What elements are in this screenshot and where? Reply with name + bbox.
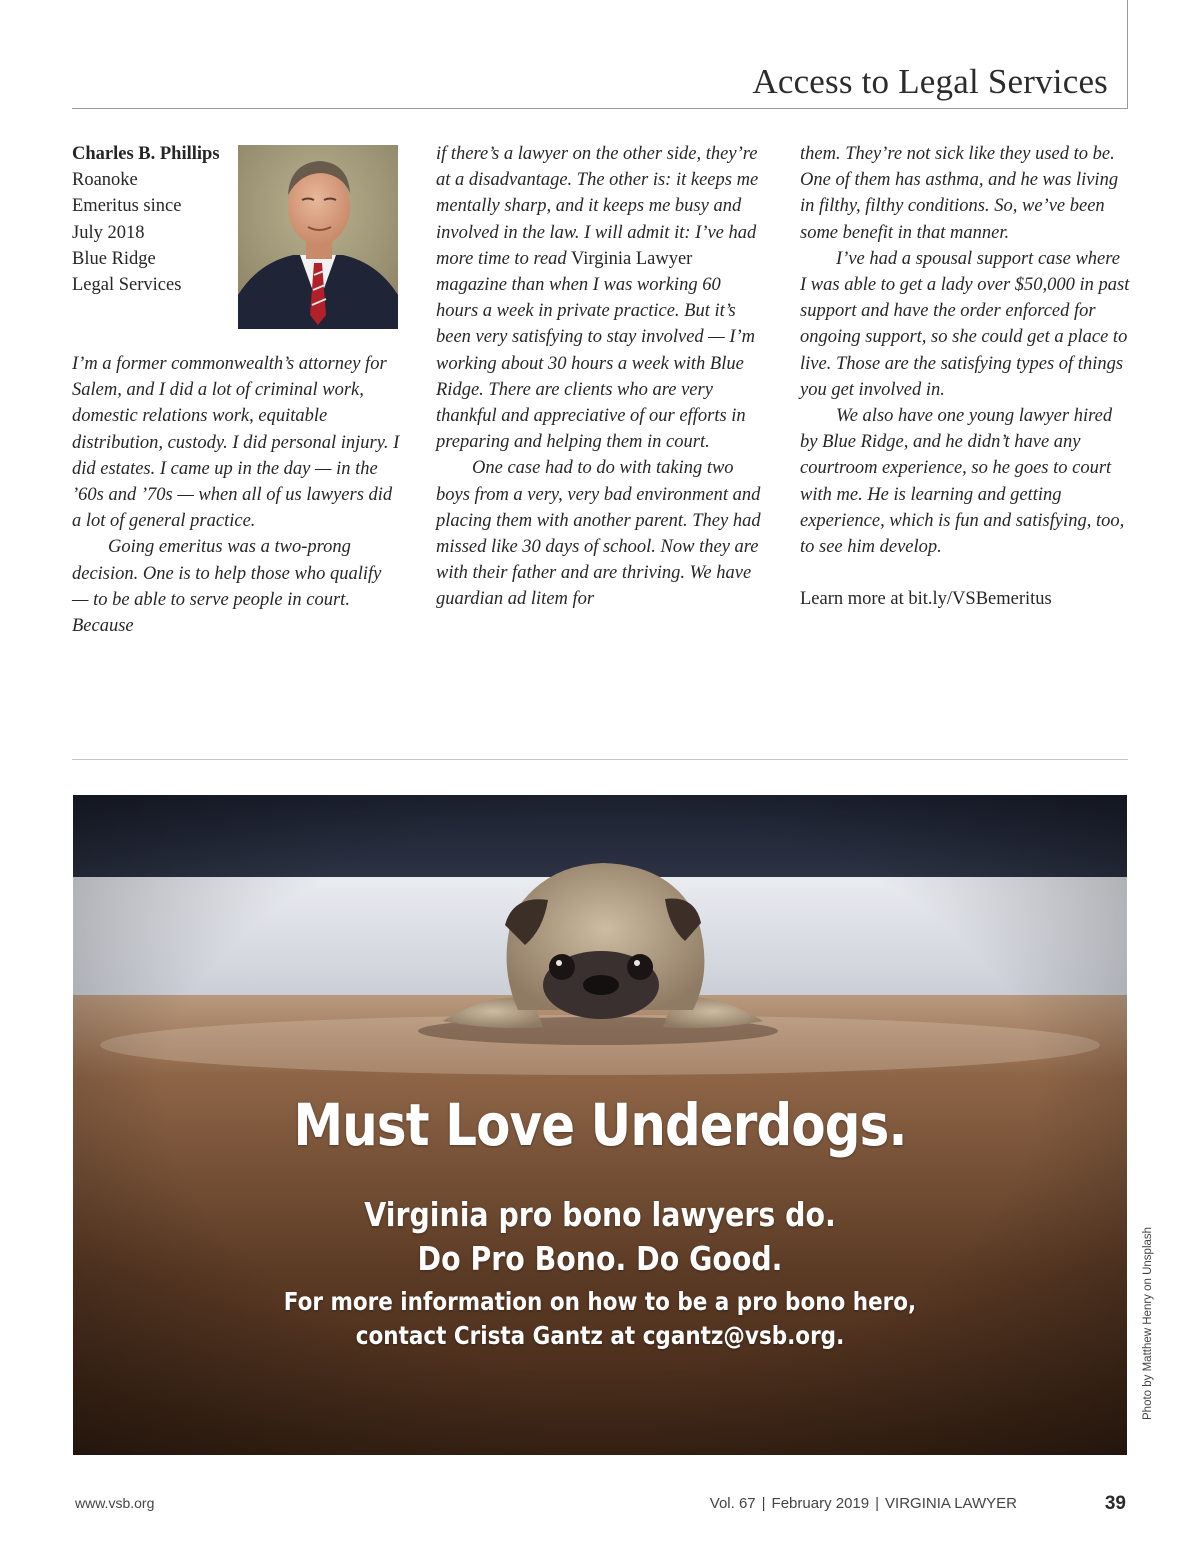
- ad-tagline-line-2: Do Pro Bono. Do Good.: [417, 1239, 783, 1278]
- profile-org-line-1: Blue Ridge: [72, 248, 156, 269]
- article-paragraph-7: We also have one young lawyer hired by Blue Ridge, and he didn’t have any courtroom experience, so he goes to court with me. He is learning and getting experience, which is fun and satisfying, too, to see him develop.: [800, 406, 1125, 558]
- article-paragraph-3: [436, 141, 766, 455]
- learn-more-link[interactable]: Learn more at bit.ly/VSBemeritus: [800, 589, 1052, 610]
- ad-contact: [147, 1285, 1053, 1353]
- header-vertical-rule: [1127, 0, 1128, 108]
- article-paragraph-4: One case had to do with taking two boys from a very, very bad environment and placing them with another parent. They had missed like 30 days of school. Now they are with their father and are thriving. We have guardian ad litem for: [436, 458, 761, 610]
- article-paragraph-1: I’m a former commonwealth’s attorney for Salem, and I did a lot of criminal work, domestic relations work, equitable distribution, custody. I did personal injury. I did estates. I came up in the day — in the ’60s and ’70s — when all of us lawyers did a lot of general practice.: [72, 354, 400, 532]
- article-column-3: [800, 141, 1130, 612]
- profile-name: Charles B. Phillips: [72, 144, 220, 164]
- footer-volume: Vol. 67: [709, 1495, 756, 1512]
- ad-contact-email-line[interactable]: contact Crista Gantz at cgantz@vsb.org.: [355, 1321, 845, 1350]
- portrait-photo: [238, 145, 398, 329]
- profile-org-line-2: Legal Services: [72, 275, 182, 296]
- profile-location: Roanoke: [72, 170, 138, 191]
- header-rule: [72, 108, 1128, 109]
- article-paragraph-6: I’ve had a spousal support case where I was able to get a lady over $50,000 in past support and have the order enforced for ongoing support, so she could get a place to live. Those are the satisfying types of things you get involved in.: [800, 248, 1130, 400]
- profile-status-line-2: July 2018: [72, 222, 145, 243]
- ad-contact-line-1: For more information on how to be a pro bono hero,: [283, 1287, 917, 1316]
- section-title: Access to Legal Services: [752, 62, 1108, 101]
- page-number: 39: [1104, 1493, 1126, 1514]
- footer-separator: |: [761, 1495, 766, 1512]
- pro-bono-advertisement: [73, 795, 1127, 1455]
- footer-separator: |: [875, 1495, 880, 1512]
- ad-tagline: [147, 1193, 1053, 1281]
- ad-tagline-line-1: Virginia pro bono lawyers do.: [364, 1195, 836, 1234]
- article-paragraph-5: them. They’re not sick like they used to be. One of them has asthma, and he was living in filthy, filthy conditions. So, we’ve been some benefit in that manner.: [800, 144, 1119, 243]
- ad-headline: Must Love Underdogs.: [293, 1091, 907, 1159]
- footer-date: February 2019: [771, 1495, 870, 1512]
- article-column-1: [72, 141, 402, 639]
- magazine-title: Virginia Lawyer: [570, 248, 693, 269]
- article-paragraph-2: Going emeritus was a two-prong decision. One is to help those who qualify — to be able to serve people in court. Because: [72, 537, 382, 637]
- profile-block: [72, 141, 402, 351]
- footer-website[interactable]: www.vsb.org: [75, 1495, 155, 1511]
- article-column-2: [436, 141, 766, 613]
- profile-status-line-1: Emeritus since: [72, 196, 182, 217]
- section-divider: [72, 759, 1128, 760]
- paragraph-3-text-b: magazine than when I was working 60 hours a week in private practice. But it’s been very satisfying to stay involved — I’m working about 30 hours a week with Blue Ridge. There are clients who are very thankful and appreciative of our efforts in preparing and helping them in court.: [436, 275, 756, 453]
- paragraph-3-text-a: if there’s a lawyer on the other side, they’re at a disadvantage. The other is: it keeps me mentally sharp, and it keeps me busy and involved in the law. I will admit it: I’ve had more time to read: [436, 144, 759, 269]
- photo-credit: Photo by Matthew Henry on Unsplash: [1142, 1226, 1154, 1420]
- footer-issue-info: [710, 1495, 1017, 1512]
- footer-publication: VIRGINIA LAWYER: [885, 1495, 1017, 1512]
